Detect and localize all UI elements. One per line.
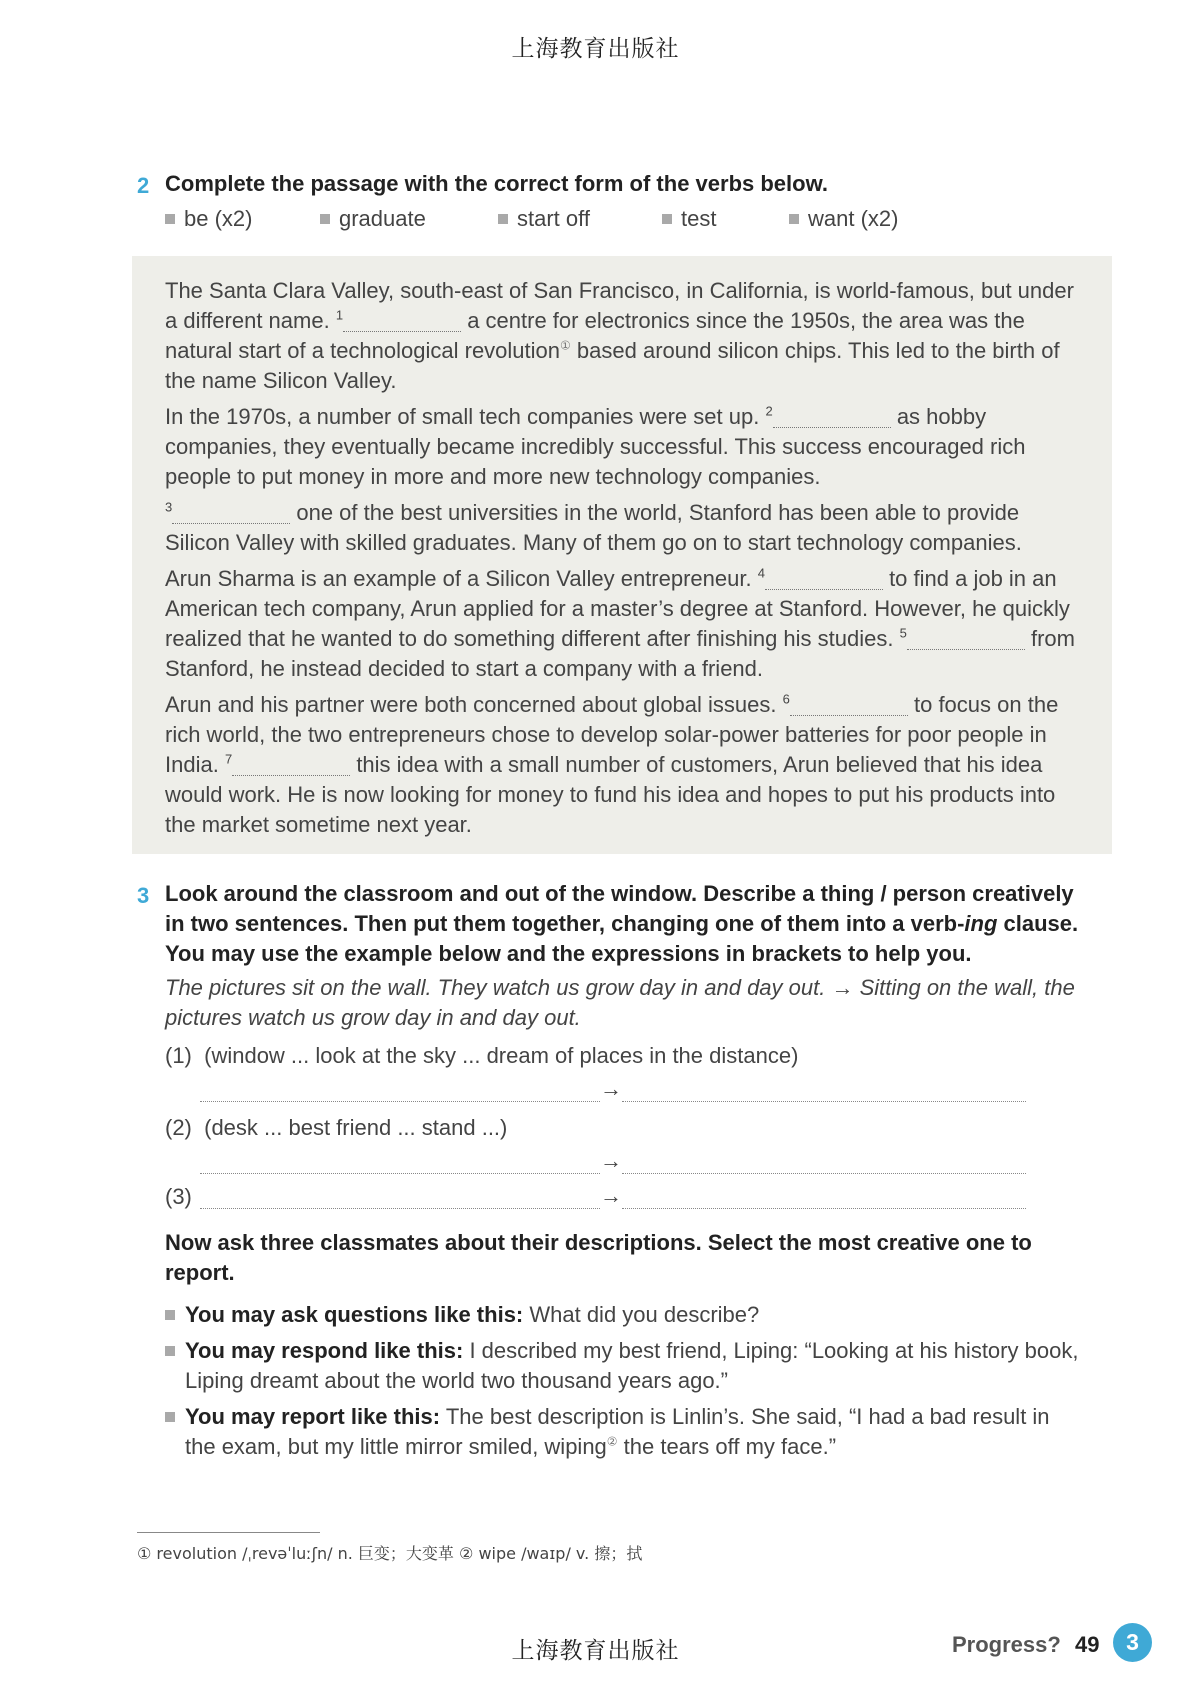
bullet-square-icon [165, 1412, 175, 1422]
answer-line-3b[interactable] [622, 1208, 1026, 1209]
bullet-square-icon [498, 214, 508, 224]
publisher-footer: 上海教育出版社 [511, 1638, 680, 1664]
answer-blank-4[interactable] [765, 567, 883, 590]
exercise-2-number: 2 [137, 173, 150, 198]
passage-paragraph-4: Arun Sharma is an example of a Silicon Valley entrepreneur. $^4$ to find a job in an American tech company, Arun applied for a master’s degree at Stanford. However, he quickly realized that he wanted to do something different after finishing his studies. $^5$ from Stanford, he instead decided to start a company with a friend. [165, 565, 1075, 681]
word-item: graduate [320, 206, 426, 232]
bullet-square-icon [165, 1346, 175, 1356]
answer-blank-2[interactable] [773, 405, 891, 428]
passage-paragraph-3: $^3$ one of the best universities in the world, Stanford has been able to provide Silicon Valley with skilled graduates. Many of them go on to start technology companies. [165, 499, 1022, 555]
arrow-icon: → [600, 1183, 622, 1208]
blank-number: 7 [224, 751, 233, 767]
exercise-3-number: 3 [137, 883, 150, 908]
item-1: (1) (window ... look at the sky ... dream of places in the distance) [165, 1043, 799, 1068]
answer-line-3a[interactable] [200, 1208, 600, 1209]
passage-paragraph-5: Arun and his partner were both concerned about global issues. $^6$ to focus on the rich world, the two entrepreneurs chose to develop solar-power batteries for poor people in India. $^7$ this idea with a small number of customers, Arun believed that his idea would work. He is now looking for money to fund his idea and hopes to put his products into the market sometime next year. [165, 691, 1059, 837]
answer-line-1a[interactable] [200, 1101, 600, 1102]
example-sentence: The pictures sit on the wall. They watch us grow day in and day out. → Sitting on the wall, the pictures watch us grow day in and day out. [165, 975, 1075, 1030]
bullet-square-icon [165, 214, 175, 224]
unit-badge: 3 [1113, 1623, 1152, 1662]
footnote-mark: ① [560, 338, 571, 353]
answer-line-2b[interactable] [622, 1173, 1026, 1174]
answer-blank-7[interactable] [232, 753, 350, 776]
exercise-3-title: Look around the classroom and out of the window. Describe a thing / person creatively in two sentences. Then put them together, changing one of them into a verb-ing clause. You may use the example below and the expressions in brackets to help you. [165, 881, 1079, 966]
word-item: want (x2) [789, 206, 898, 232]
passage-paragraph-2: In the 1970s, a number of small tech companies were set up. $^2$ as hobby companies, they eventually became incredibly successful. This success encouraged rich people to put money in more and more new technology companies. [165, 403, 1026, 489]
blank-number: 1 [335, 307, 344, 323]
arrow-icon: → [600, 1148, 622, 1173]
answer-line-1b[interactable] [622, 1101, 1026, 1102]
word-item: test [662, 206, 716, 232]
footnote-mark: ② [606, 1434, 618, 1449]
passage-paragraph-1: The Santa Clara Valley, south-east of San Francisco, in California, is world-famous, but under a different name. $^1$ a centre for electronics since the 1950s, the area was the natural start of a technological revolution① based around silicon chips. This led to the birth of the name Silicon Valley. [165, 278, 1074, 393]
page-number: 49 [1075, 1632, 1100, 1657]
bullet-square-icon [789, 214, 799, 224]
blank-number: 3 [165, 499, 173, 515]
answer-blank-6[interactable] [790, 693, 908, 716]
answer-blank-3[interactable] [172, 501, 290, 524]
bullet-ask: You may ask questions like this: What did you describe? [185, 1300, 1085, 1330]
answer-blank-5[interactable] [907, 627, 1025, 650]
bullet-square-icon [165, 1310, 175, 1320]
bullet-square-icon [320, 214, 330, 224]
blank-number: 4 [757, 565, 765, 581]
bullet-respond: You may respond like this: I described my best friend, Liping: “Looking at his history book, Liping dreamt about the world two thousand years ago.” [185, 1336, 1085, 1396]
item-2: (2) (desk ... best friend ... stand ...) [165, 1115, 508, 1140]
word-item: start off [498, 206, 590, 232]
blank-number: 5 [899, 625, 907, 641]
bullet-square-icon [662, 214, 672, 224]
bullet-report: You may report like this: The best description is Linlin’s. She said, “I had a bad result in the exam, but my little mirror smiled, wiping② the tears off my face.” [185, 1402, 1085, 1462]
publisher-header: 上海教育出版社 [511, 36, 680, 62]
answer-line-2a[interactable] [200, 1173, 600, 1174]
word-item: be (x2) [165, 206, 252, 232]
blank-number: 2 [765, 403, 773, 419]
blank-number: 6 [782, 691, 790, 707]
exercise-2-title: Complete the passage with the correct form of the verbs below. [165, 171, 828, 196]
arrow-icon: → [600, 1076, 622, 1101]
item-3: (3) [165, 1184, 192, 1209]
footnote-divider [137, 1532, 320, 1533]
word-box [165, 206, 925, 236]
follow-up-instruction: Now ask three classmates about their descriptions. Select the most creative one to report. [165, 1230, 1032, 1285]
answer-blank-1[interactable] [343, 309, 461, 332]
footnotes: ① revolution /ˌrevəˈluːʃn/ n. 巨变；大变革 ② wipe /waɪp/ v. 擦；拭 [137, 1544, 643, 1563]
section-label: Progress? [952, 1632, 1061, 1657]
